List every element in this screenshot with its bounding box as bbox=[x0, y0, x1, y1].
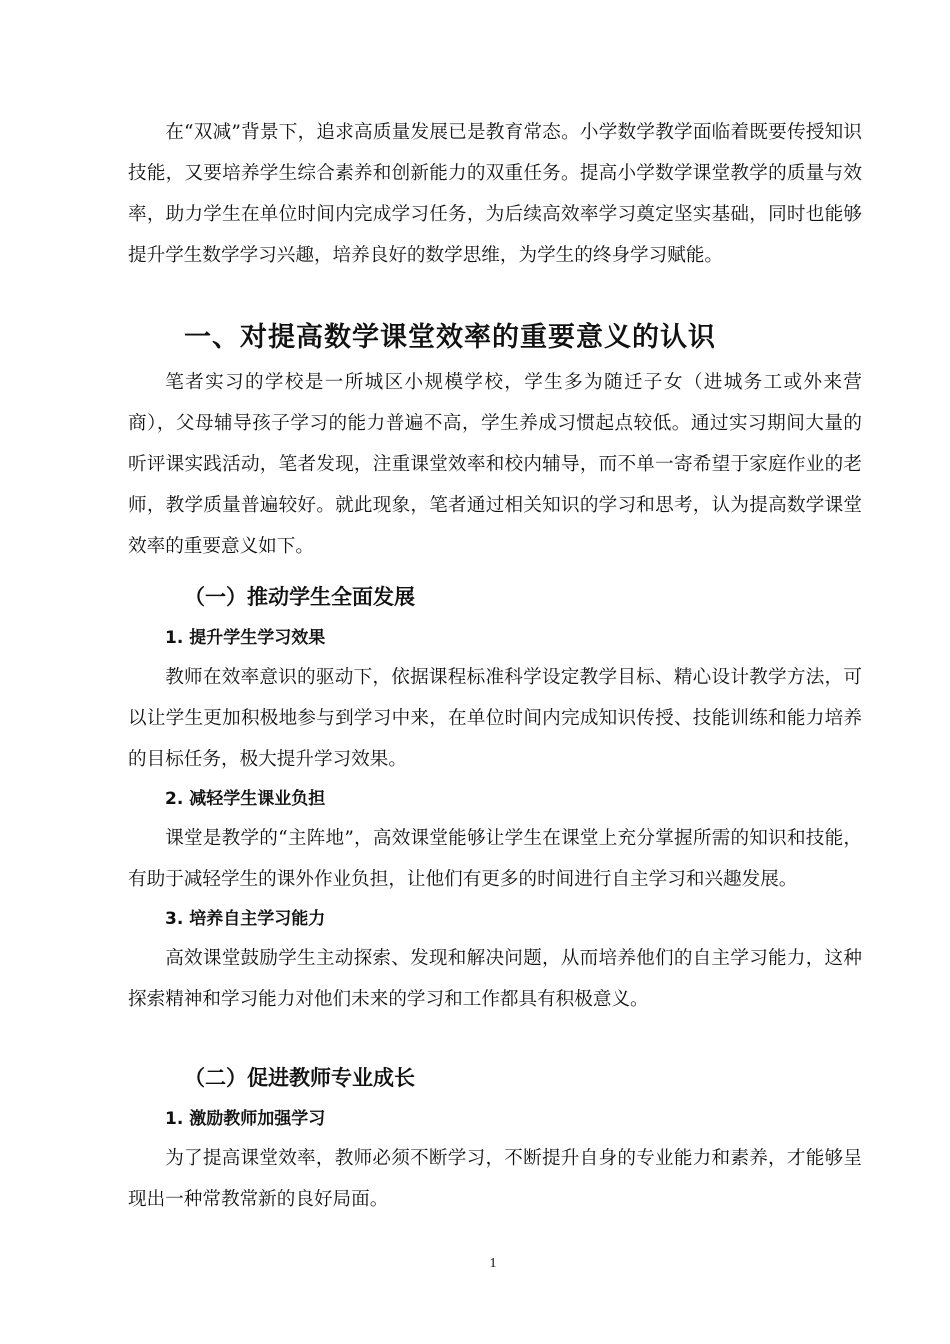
item-heading: 3. 培养自主学习能力 bbox=[165, 909, 326, 929]
spacer bbox=[128, 276, 862, 314]
document-body bbox=[128, 112, 862, 1220]
item-paragraph: 课堂是教学的“主阵地”，高效课堂能够让学生在课堂上充分掌握所需的知识和技能，有助于减轻学生的课外作业负担，让他们有更多的时间进行自主学习和兴趣发展。 bbox=[128, 828, 862, 890]
section-heading: 一、对提高数学课堂效率的重要意义的认识 bbox=[184, 322, 716, 353]
spacer bbox=[128, 567, 862, 575]
item-heading: 1. 提升学生学习效果 bbox=[165, 628, 326, 648]
page-number: 1 bbox=[489, 1256, 497, 1271]
item-paragraph: 教师在效率意识的驱动下，依据课程标准科学设定教学目标、精心设计教学方法，可以让学生更加积极地参与到学习中来，在单位时间内完成知识传授、技能训练和能力培养的目标任务，极大提升学习效果。 bbox=[128, 667, 862, 770]
item-heading: 2. 减轻学生课业负担 bbox=[165, 789, 326, 809]
spacer bbox=[128, 1020, 862, 1056]
subsection-heading: （二）促进教师专业成长 bbox=[184, 1066, 415, 1090]
intro-paragraph: 在“双减”背景下，追求高质量发展已是教育常态。小学数学教学面临着既要传授知识技能，又要培养学生综合素养和创新能力的双重任务。提高小学数学课堂教学的质量与效率，助力学生在单位时间内完成学习任务，为后续高效率学习奠定坚实基础，同时也能够提升学生数学学习兴趣，培养良好的数学思维，为学生的终身学习赋能。 bbox=[128, 122, 862, 266]
item-heading: 1. 激励教师加强学习 bbox=[165, 1109, 326, 1129]
item-paragraph: 为了提高课堂效率，教师必须不断学习，不断提升自身的专业能力和素养，才能够呈现出一种常教常新的良好局面。 bbox=[128, 1148, 862, 1210]
item-paragraph: 高效课堂鼓励学生主动探索、发现和解决问题，从而培养他们的自主学习能力，这种探索精神和学习能力对他们未来的学习和工作都具有积极意义。 bbox=[128, 948, 862, 1010]
subsection-heading: （一）推动学生全面发展 bbox=[184, 585, 415, 609]
section-paragraph: 笔者实习的学校是一所城区小规模学校，学生多为随迁子女（进城务工或外来营商），父母辅导孩子学习的能力普遍不高，学生养成习惯起点较低。通过实习期间大量的听评课实践活动，笔者发现，注重课堂效率和校内辅导，而不单一寄希望于家庭作业的老师，教学质量普遍较好。就此现象，笔者通过相关知识的学习和思考，认为提高数学课堂效率的重要意义如下。 bbox=[128, 372, 862, 557]
